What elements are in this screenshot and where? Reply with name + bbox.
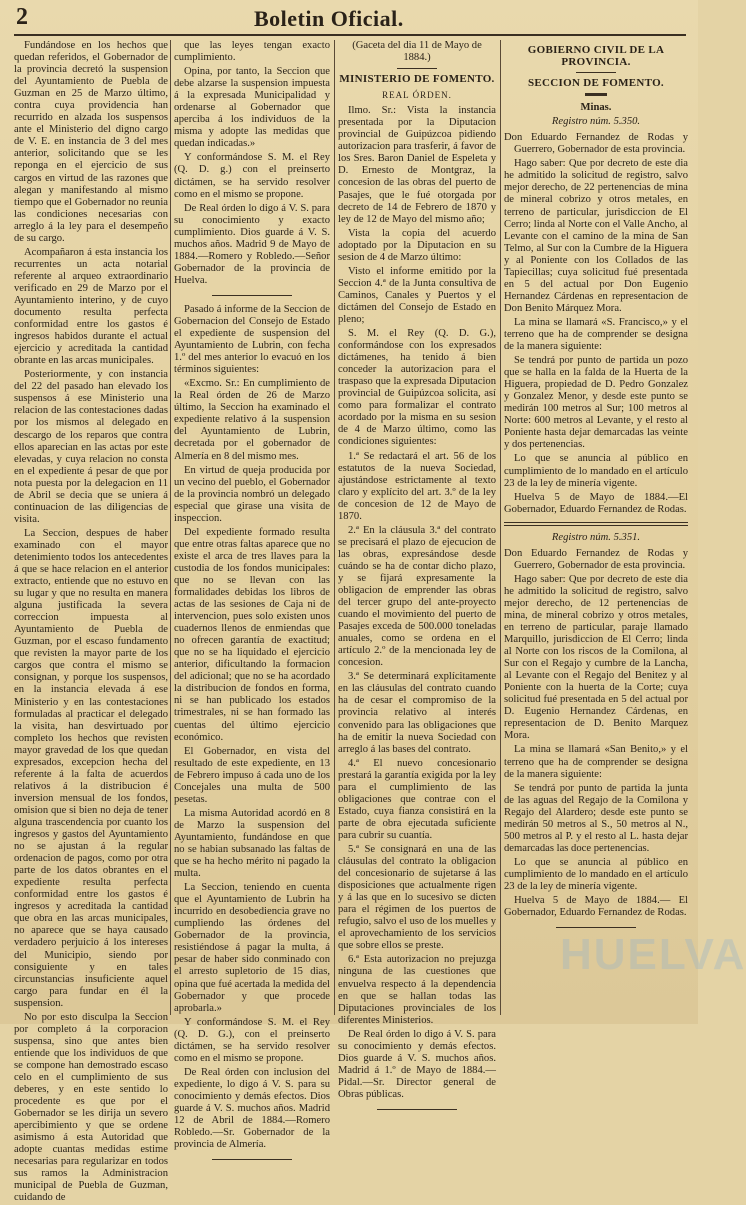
separator-rule [397, 68, 437, 69]
paragraph: Y conformándose S. M. el Rey (Q. D. G.), con el preinserto dictámen, se ha servido resolver como en el mismo se propone. [174, 1016, 330, 1064]
paragraph: Opina, por tanto, la Seccion que debe alzarse la suspension impuesta á la expresada Municipalidad y ordenarse al Gobernador que aperciba á los individuos de la misma y adopte las medidas que quedan indicadas.» [174, 66, 330, 150]
paragraph: Lo que se anuncia al público en cumplimiento de lo mandado en el artículo 23 de la ley de minería vigente. [504, 453, 688, 489]
paragraph: S. M. el Rey (Q. D. G.), conformándose con los expresados dictámenes, ha tenido á bien conceder la autorizacion para el traspaso que la expresada Diputacion provincial de Guipúzcoa solicita, así como para formalizar el contrato acordado por la misma en su sesion de 4 de Marzo último, como las condiciones siguientes: [338, 328, 496, 448]
column-2 [174, 40, 330, 1151]
separator-rule [212, 295, 292, 296]
separator-rule [504, 522, 688, 526]
paragraph: Ilmo. Sr.: Vista la instancia presentada por la Diputacion provincial de Guipúzcoa pidiendo autorizacion para trasferir, á favor de los Sres. Baron Daniel de Espeleta y D. Ernesto de Montgraz, la concesion de las obras del puerto de Pasajes, que le fué otorgada por decreto de 14 de Febrero de 1870 y ley de 12 de Mayo del mismo año; [338, 105, 496, 225]
paragraph: El Gobernador, en vista del resultado de este expediente, en 13 de Febrero impuso á cada uno de los Concejales una multa de 500 pesetas. [174, 745, 330, 805]
bulletin-title: Boletin Oficial. [254, 6, 404, 31]
column-rule [500, 40, 501, 1015]
paragraph: La mina se llamará «S. Francisco,» y el terreno que ha de comprender se designa de la manera siguiente: [504, 316, 688, 353]
paragraph: No por esto disculpa la Seccion por completo á la corporacion suspensa, sino que antes bien entiende que los individuos de que se compone han demostrado escaso celo en el cumplimiento de sus deberes, y en este sentido lo procedente es que por el Gobernador se les dirija un severo apercibimiento y que se ordene asimismo á esta Autoridad que adopte cuantas medidas estime necesarias para regularizar en todos sus ramos la Administracion municipal de Puebla de Guzman, cuidando de [14, 1011, 168, 1204]
column-rule [334, 40, 335, 1015]
paragraph: Acompañaron á esta instancia los recurrentes un acta notarial referente al arqueo extraordinario verificado en 29 de Marzo por el Ayuntamiento interino, y de cuyo documento resulta perfecta conformidad entre los gastos é ingresos habidos durante el actual ejercicio y acreditada la cantidad obrante en las arcas municipales. [14, 246, 168, 367]
seccion-fomento-title: SECCION DE FOMENTO. [528, 77, 664, 90]
paragraph: De Real órden con inclusion del expediente, lo digo á V. S. para su conocimiento y demás efectos. Dios guarde á V. S. muchos años. Madrid 12 de Abril de 1884.—Romero Robledo.—Sr. Gobernador de la provincia de Almería. [174, 1066, 330, 1151]
paragraph: De Real órden lo digo á V. S. para su conocimiento y demás efectos. Dios guarde á V. S. muchos años. Madrid á 1.º de Mayo de 1884.—Pidal.—Sr. Director general de Obras públicas. [338, 1028, 496, 1100]
separator-rule [556, 927, 636, 928]
paragraph: Vista la copia del acuerdo adoptado por la Diputacion en su sesion de 4 de Marzo último: [338, 227, 496, 263]
minas-heading: Minas. [580, 102, 612, 114]
paragraph: 3.ª Se determinará explícitamente en las cláusulas del contrato cuando ha de cesar el compromiso de la provincia relativo al interés convenido para las obligaciones que ha de emitir la nueva Sociedad con arreglo á las bases del contrato. [338, 671, 496, 755]
ministry-title: MINISTERIO DE FOMENTO. [339, 73, 495, 86]
column-3 [338, 40, 496, 1100]
paragraph: 6.ª Esta autorizacion no prejuzga ninguna de las cuestiones que envuelva respecto á la dependencia en que se hallan todas las Diputaciones provinciales de los diferentes Ministerios. [338, 954, 496, 1026]
gobierno-civil-title: GOBIERNO CIVIL DE LA PROVINCIA. [527, 44, 665, 69]
column-4 [504, 40, 746, 1015]
paragraph: Y conformándose S. M. el Rey (Q. D. g.) con el preinserto dictámen, se ha servido resolver como en el mismo se propone. [174, 152, 330, 200]
paragraph: 1.ª Se redactará el art. 56 de los estatutos de la nueva Sociedad, ajustándose estrictamente al texto claro y explícito del art. 3.º de la ley de concesion de 12 de Mayo de 1870. [338, 450, 496, 522]
paragraph: 4.ª El nuevo concesionario prestará la garantía exigida por la ley para el cumplimiento de las obligaciones que contrae con el Estado, cuya fianza consistirá en la parte de obra ejecutada suficiente para cubrir su cuantía. [338, 757, 496, 841]
paragraph: Huelva 5 de Mayo de 1884.—El Gobernador, Eduardo Fernandez de Rodas. [504, 491, 688, 515]
separator-rule [212, 1159, 292, 1160]
paragraph: De Real órden lo digo á V. S. para su conocimiento y exacto cumplimiento. Dios guarde á V. S. muchos años. Madrid 9 de Mayo de 1884.—Romero y Robledo.—Señor Gobernador de la provincia de Huelva. [174, 202, 330, 286]
paragraph: Se tendrá por punto de partida un pozo que se halla en la falda de la Huerta de la Higuera, propiedad de D. Pedro Gonzalez y Gonzalez Menor, y desde este punto se medirán 100 metros al Sur; 100 metros al Norte: 600 metros al Levante, y el resto al Poniente hasta dejar demarcadas las veinte y dos pertenencias. [504, 355, 688, 451]
registro-heading: Registro núm. 5.350. [551, 116, 641, 128]
registro-heading: Registro núm. 5.351. [551, 531, 641, 543]
column-rule [170, 40, 171, 1015]
paragraph: Huelva 5 de Mayo de 1884.— El Gobernador, Eduardo Fernandez de Rodas. [504, 895, 688, 919]
paragraph: que las leyes tengan exacto cumplimiento. [174, 40, 330, 64]
gazette-caption: (Gaceta del dia 11 de Mayo de 1884.) [352, 40, 482, 64]
paragraph: Hago saber: Que por decreto de este dia he admitido la solicitud de registro, salvo mejor derecho, de 12 pertenencias de mina, de mineral cobrizo y otros metales, en terreno de particular, paraje llamado Marquillo, jurisdiccion de El Cerro; linda al Norte con los riscos de la Comilona, al Sur con el Regajo y cumbre de la Lancha, al Levante con el Regajo del Benitez y al Poniente con la huerta de la Corte; cuya solicitud fué presentada en 5 del actual por D. Eugenio Hernandez Cárdenas, en representacion de D. Benito Marquez Mora. [504, 573, 688, 742]
paragraph: 5.ª Se consignará en una de las cláusulas del contrato la obligacion del concesionario de sujetarse á las disposiciones que actualmente rigen y á las que en lo sucesivo se dicten para el régimen de los puertos de refugio, salvo el uso de los muelles y el aprovechamiento de los servicios que sobre ellos se preste. [338, 844, 496, 952]
paragraph: La Seccion, teniendo en cuenta que el Ayuntamiento de Lubrin ha incurrido en desobediencia grave no cumpliendo las órdenes del Gobernador de la provincia, resistiéndose á pagar la multa, á pesar de haber sido conminado con el arresto supletorio de 15 dias, opina que fué acertada la medida del Gobernador y que procede aprobarla.» [174, 882, 330, 1014]
paragraph: La Seccion, despues de haber examinado con el mayor detenimiento todos los antecedentes á que se hace relacion en el anterior extracto, entiende que no estuvo en su lugar y que no resulta en manera alguna justificada la severa correccion impuesta al Ayuntamiento de Puebla de Guzman, por el escaso fundamento que revisten la mayor parte de los cargos que contra el mismo se consignan, y porque los suspensos, en la instancia elevada á ese Ministerio y en las contestaciones formuladas al practicar el delegado la visita, han desvirtuado por completo los hechos que revisten mayor gravedad de los que quedan expresados, excepcion hecha del referente á la falta de acuerdos relativos á la distribucion é inversion mensual de los fondos, omision que si bien no deja de tener alguna trascendencia por cuanto los ingresos y gastos del Ayuntamiento no se ajustan á la regular ordenacion de pagos, como por otra parte de los datos obrantes en el expediente resulta perfecta conformidad entre los gastos é ingresos y acreditada la cantidad que obra en las arcas municipales, no aparece que se haya causado verdadero perjuicio á los intereses del Municipio, siendo por consiguiente y en tales circunstancias insuficiente aquel cargo para fundar en él la suspension. [14, 527, 168, 1009]
paragraph: 2.ª En la cláusula 3.ª del contrato se precisará el plazo de ejecucion de las obras, expresándose desde cuándo se ha de contar dicho plazo, y se fijará expresamente la obligacion de emprender las obras del tercer grupo del ante-proyecto cuando el movimiento del puerto de Pasajes exceda de 500.000 toneladas anuales, como se ordena en el artículo 2.º de la mencionada ley de concesion. [338, 524, 496, 669]
separator-rule [576, 72, 616, 73]
paragraph: Lo que se anuncia al público en cumplimiento de lo mandado en el artículo 23 de la ley de minería vigente. [504, 856, 688, 892]
page-number: 2 [16, 4, 28, 30]
paragraph: La mina se llamará «San Benito,» y el terreno que ha de comprender se designa de la manera siguiente: [504, 744, 688, 780]
paragraph: Don Eduardo Fernandez de Rodas y Guerrero, Gobernador de esta provincia. [504, 132, 688, 156]
paragraph: Don Eduardo Fernandez de Rodas y Guerrero, Gobernador de esta provincia. [504, 547, 688, 571]
real-orden-label: REAL ÓRDEN. [382, 90, 452, 101]
separator-rule [377, 1109, 457, 1110]
paragraph: Fundándose en los hechos que quedan referidos, el Gobernador de la provincia decretó la suspension del Ayuntamiento de Puebla de Guzman en 25 de Marzo último, contra cuya providencia han recurrido en alzada los suspensos ante el Ministerio del digno cargo de V. E. en instancia de 3 del mes anterior, solicitando que se les reponga en el ejercicio de sus cargos en virtud de las razones que alegan y manifestando al mismo tiempo que el Gobernador no reunia las condiciones necesarias con arreglo á la ley para el desempeño de su cargo. [14, 40, 168, 244]
paragraph: Pasado á informe de la Seccion de Gobernacion del Consejo de Estado el expediente de suspension del Ayuntamiento de Lubrin, con fecha 1.º del mes anterior lo evacuó en los términos siguientes: [174, 303, 330, 376]
paragraph: La misma Autoridad acordó en 8 de Marzo la suspension del Ayuntamiento, fundándose en que no se habian subsanado las faltas de que se ha hecho mérito ni pagado la multa. [174, 807, 330, 880]
paragraph: «Excmo. Sr.: En cumplimiento de la Real órden de 26 de Marzo último, la Seccion ha examinado el expediente relativo á la suspension del Ayuntamiento de Lubrin, decretada por el gobernador de Almería en 8 del mismo mes. [174, 378, 330, 462]
paragraph: Visto el informe emitido por la Seccion 4.ª de la Junta consultiva de Caminos, Canales y Puertos y el dictámen del Consejo de Estado en pleno; [338, 265, 496, 325]
paragraph: Se tendrá por punto de partida la junta de las aguas del Regajo de la Comilona y Regajo del Alardero; desde este punto se medirán 50 metros al S., 50 metros al N., 500 metros al P. y el resto al L. hasta dejar demarcadas las doce pertenencias. [504, 782, 688, 854]
page-header [14, 4, 686, 36]
paragraph: Del expediente formado resulta que entre otras faltas aparece que no existe el arca de tres llaves para la custodia de los fondos municipales: que no se llevan con las formalidades debidas los libros de actas de las sesiones de Caja ni de intervencion, pues solo existen unos cuadernos llenos de enmiendas que no ofrecen garantía de exactitud; que no se ha liquidado el ejercicio anterior, dificultando la formacion del adicional; que no se ha acordado la distribucion de fondos en forma, ni se han publicado los estados trimestrales, ni se han formado las cuentas del último ejercicio económico. [174, 526, 330, 743]
separator-rule [585, 93, 607, 96]
paragraph: En virtud de queja producida por un vecino del pueblo, el Gobernador de la provincia nombró un delegado especial que girase una visita de inspeccion. [174, 464, 330, 524]
paragraph: Posteriormente, y con instancia del 22 del pasado han elevado los suspensos á ese Ministerio una relacion de las contestaciones dadas por los mismos al delegado en descargo de los reparos que contra ellos aparecian en las actas por este elevadas, y cuya relacion no consta en el expediente á pesar de que por nota puesta por la delegacion en 11 de Abril se decia que se uniera á continuacion de las diligencias de visita. [14, 369, 168, 525]
library-watermark: HUELVA [560, 930, 746, 979]
column-1 [14, 40, 168, 1204]
paragraph: Hago saber: Que por decreto de este dia he admitido la solicitud de registro, salvo mejor derecho, de 22 pertenencias de mina de mineral cobrizo y otros metales, en terreno de particular, jurisdiccion de El Cerro; linda al Norte con el Valle Ancho, al Levante con el camino de la mina de San Telmo, al Sur con la Cumbre de la Higuera y al Poniente con los Collados de las Tapiecillas; cuya solicitud fué presentada en 5 del actual por Don Eugenio Hernandez Cárdenas en representacion de Don Benito Márquez Mora. [504, 158, 688, 314]
